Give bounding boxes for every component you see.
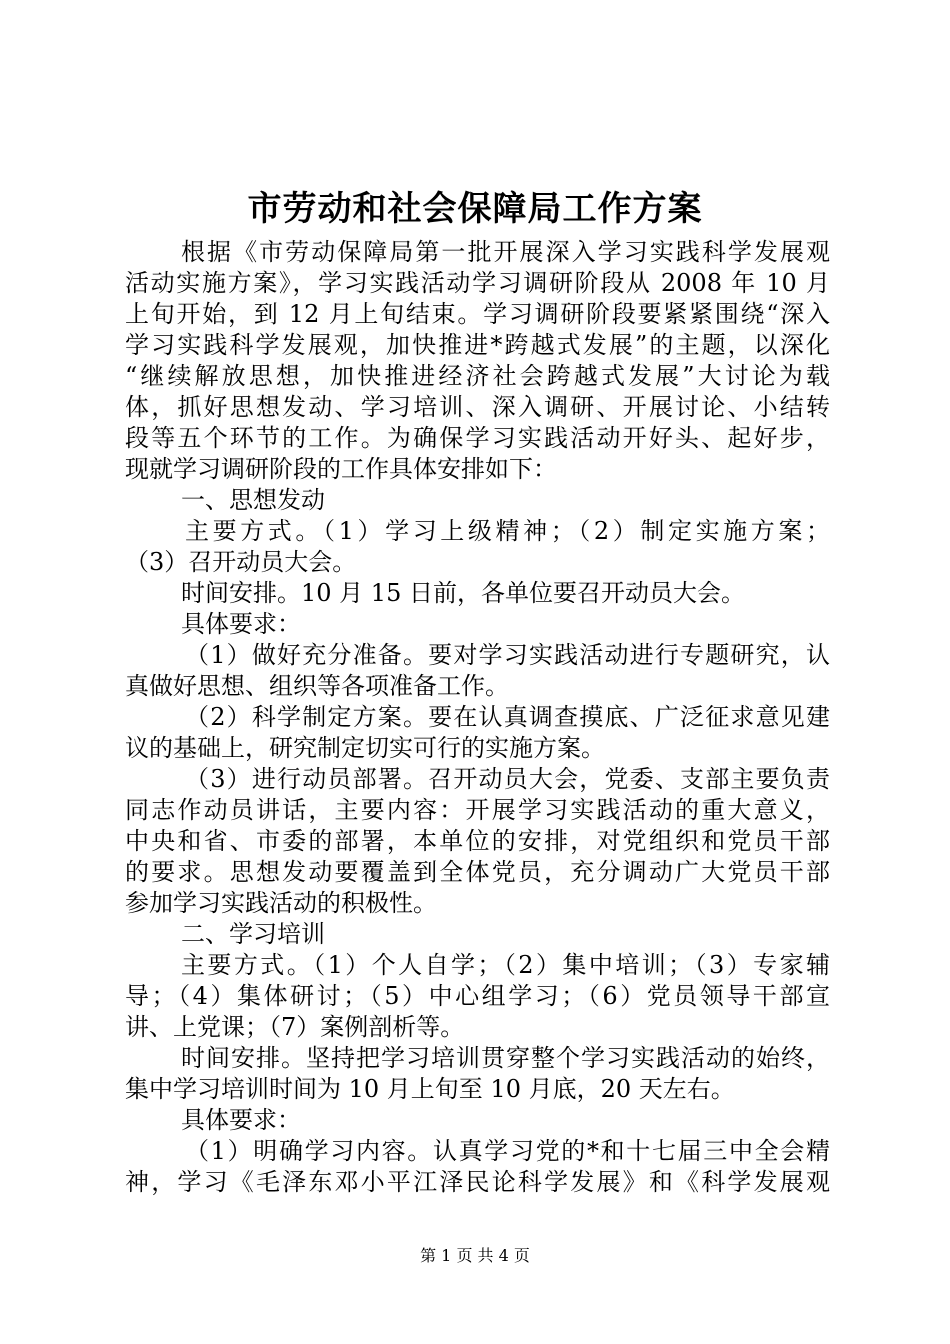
text-line: “继续解放思想，加快推进经济社会跨越式发展”大讨论为载 (125, 362, 830, 390)
text-line: （1）做好充分准备。要对学习实践活动进行专题研究，认 (185, 641, 830, 669)
text-line: 主要方式。（1）个人自学；（2）集中培训；（3）专家辅 (181, 951, 830, 979)
text-line: 现就学习调研阶段的工作具体安排如下： (125, 455, 557, 483)
text-line: 具体要求： (181, 1106, 301, 1134)
text-line: （1）明确学习内容。认真学习党的*和十七届三中全会精 (185, 1137, 830, 1165)
text-line: 主要方式。（1）学习上级精神；（2）制定实施方案； (185, 517, 830, 545)
text-line: 神，学习《毛泽东邓小平江泽民论科学发展》和《科学发展观 (125, 1168, 830, 1196)
text-line: 真做好思想、组织等各项准备工作。 (125, 672, 509, 700)
text-line: 段等五个环节的工作。为确保学习实践活动开好头、起好步， (125, 424, 830, 452)
text-line: 导；（4）集体研讨；（5）中心组学习；（6）党员领导干部宣 (125, 982, 830, 1010)
section-heading: 二、学习培训 (181, 920, 325, 948)
text-line: 讲、上党课；（7）案例剖析等。 (125, 1013, 465, 1041)
text-line: 上旬开始，到 12 月上旬结束。学习调研阶段要紧紧围绕“深入 (125, 300, 830, 328)
text-line: 参加学习实践活动的积极性。 (125, 889, 437, 917)
text-line: 集中学习培训时间为 10 月上旬至 10 月底，20 天左右。 (125, 1075, 735, 1103)
document-title: 市劳动和社会保障局工作方案 (247, 189, 703, 229)
text-line: （2）科学制定方案。要在认真调查摸底、广泛征求意见建 (185, 703, 830, 731)
text-line: 同志作动员讲话，主要内容：开展学习实践活动的重大意义， (125, 796, 830, 824)
section-heading: 一、思想发动 (181, 486, 325, 514)
text-line: 中央和省、市委的部署，本单位的安排，对党组织和党员干部 (125, 827, 830, 855)
text-line: （3）召开动员大会。 (125, 548, 357, 576)
text-line: 具体要求： (181, 610, 301, 638)
text-line: 学习实践科学发展观，加快推进*跨越式发展”的主题，以深化 (125, 331, 830, 359)
text-line: 时间安排。坚持把学习培训贯穿整个学习实践活动的始终， (181, 1044, 830, 1072)
page-footer: 第 1 页 共 4 页 (420, 1246, 530, 1265)
text-line: 根据《市劳动保障局第一批开展深入学习实践科学发展观 (181, 238, 830, 266)
text-line: （3）进行动员部署。召开动员大会，党委、支部主要负责 (185, 765, 830, 793)
text-line: 体，抓好思想发动、学习培训、深入调研、开展讨论、小结转 (125, 393, 830, 421)
text-line: 活动实施方案》，学习实践活动学习调研阶段从 2008 年 10 月 (125, 269, 830, 297)
text-line: 的要求。思想发动要覆盖到全体党员，充分调动广大党员干部 (125, 858, 830, 886)
text-line: 时间安排。10 月 15 日前，各单位要召开动员大会。 (181, 579, 745, 607)
text-line: 议的基础上，研究制定切实可行的实施方案。 (125, 734, 605, 762)
document-body (125, 237, 830, 1198)
